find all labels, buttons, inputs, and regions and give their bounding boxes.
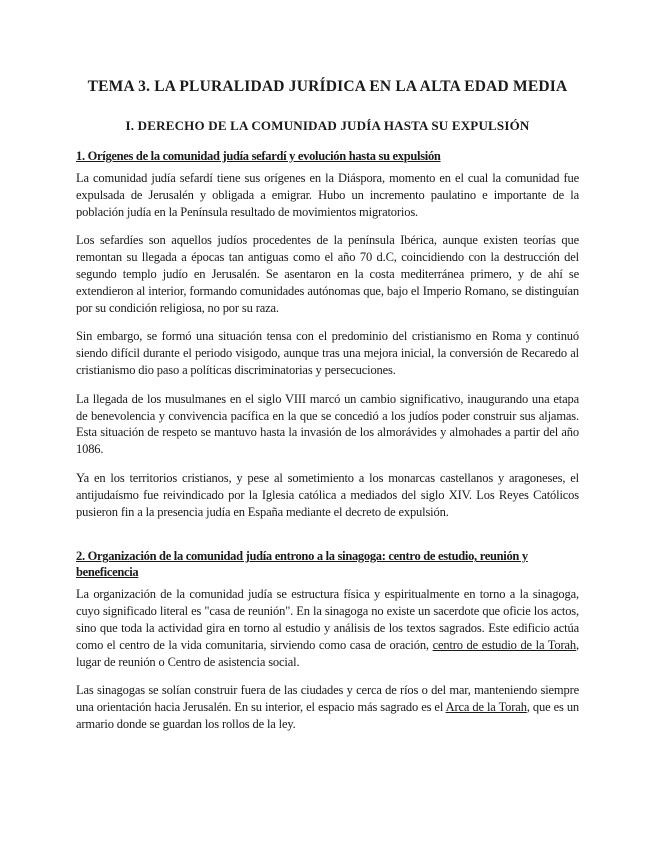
ark-of-torah-underline: Arca de la Torah [445,700,527,715]
section-1-heading: 1. Orígenes de la comunidad judía sefardí y evolución hasta su expulsión [76,149,441,163]
section-2-p1-text-b: , lugar de reunión o Centro de asistencia social. [76,637,579,669]
section-2-p2-text-a: Las sinagogas se solían construir fuera de las ciudades y cerca de ríos o del mar, manteniendo siempre una orientación hacia Jerusalén. En su interior, el espacio más sagrado es el [76,683,579,715]
section-2-p2-text-b: , que es un armario donde se guardan los rollos de la ley. [76,700,580,731]
document-subtitle: I. DERECHO DE LA COMUNIDAD JUDÍA HASTA SU EXPULSIÓN [125,118,530,133]
section-2-paragraph-1 [76,586,579,670]
section-gap [76,532,579,548]
section-1-paragraph-5: Ya en los territorios cristianos, y pese al sometimiento a los monarcas castellanos y aragoneses, el antijudaísmo fue reivindicado por la Iglesia católica a mediados del siglo XIV. Los Reyes Católicos pusieron fin a la presencia judía en España mediante el decreto de expulsión. [76,470,579,519]
section-1-paragraph-4: La llegada de los musulmanes en el siglo VIII marcó un cambio significativo, inaugurando una etapa de benevolencia y convivencia pacífica en la que se concedió a los judíos poder construir sus aljamas. Esta situación de respeto se mantuvo hasta la invasión de los almorávides y almohades a partir del año 1086. [76,391,579,457]
document-title: TEMA 3. LA PLURALIDAD JURÍDICA EN LA ALTA EDAD MEDIA [87,78,568,95]
section-2-heading: 2. Organización de la comunidad judía entrono a la sinagoga: centro de estudio, reunión y beneficencia [76,549,528,580]
section-2-paragraph-2 [76,682,579,732]
torah-study-center-underline: centro de estudio de la Torah [432,637,577,652]
section-1-paragraph-1: La comunidad judía sefardí tiene sus orígenes en la Diáspora, momento en el cual la comunidad fue expulsada de Jerusalén y obligada a emigrar. Hubo un incremento paulatino e importante de la población judía en la Península resultado de movimientos migratorios. [76,171,579,219]
section-1-paragraph-3: Sin embargo, se formó una situación tensa con el predominio del cristianismo en Roma y continuó siendo difícil durante el periodo visigodo, aunque tras una mejora inicial, la conversión de Recaredo al cristianismo dio paso a políticas discriminatorias y persecuciones. [76,329,579,377]
section-1-paragraph-2: Los sefardíes son aquellos judíos procedentes de la península Ibérica, aunque existen teorías que remontan su llegada a épocas tan antiguas como el año 70 d.C, coincidiendo con la destrucción del segundo templo judío en Jerusalén. Se asentaron en la costa mediterránea primero, y de ahí se extendieron al interior, formando comunidades autónomas que, bajo el Imperio Romano, se distinguían por su condición religiosa, no por su raza. [76,233,579,315]
section-2-p1-text-a: La organización de la comunidad judía se estructura física y espiritualmente en torno a la sinagoga, cuyo significado literal es "casa de reunión". En la sinagoga no existe un sacerdote que oficie los actos, sino que toda la actividad gira en torno al estudio y análisis de los textos sagrados. Este edificio actúa como el centro de la vida comunitaria, sirviendo como casa de oración, [76,587,579,652]
